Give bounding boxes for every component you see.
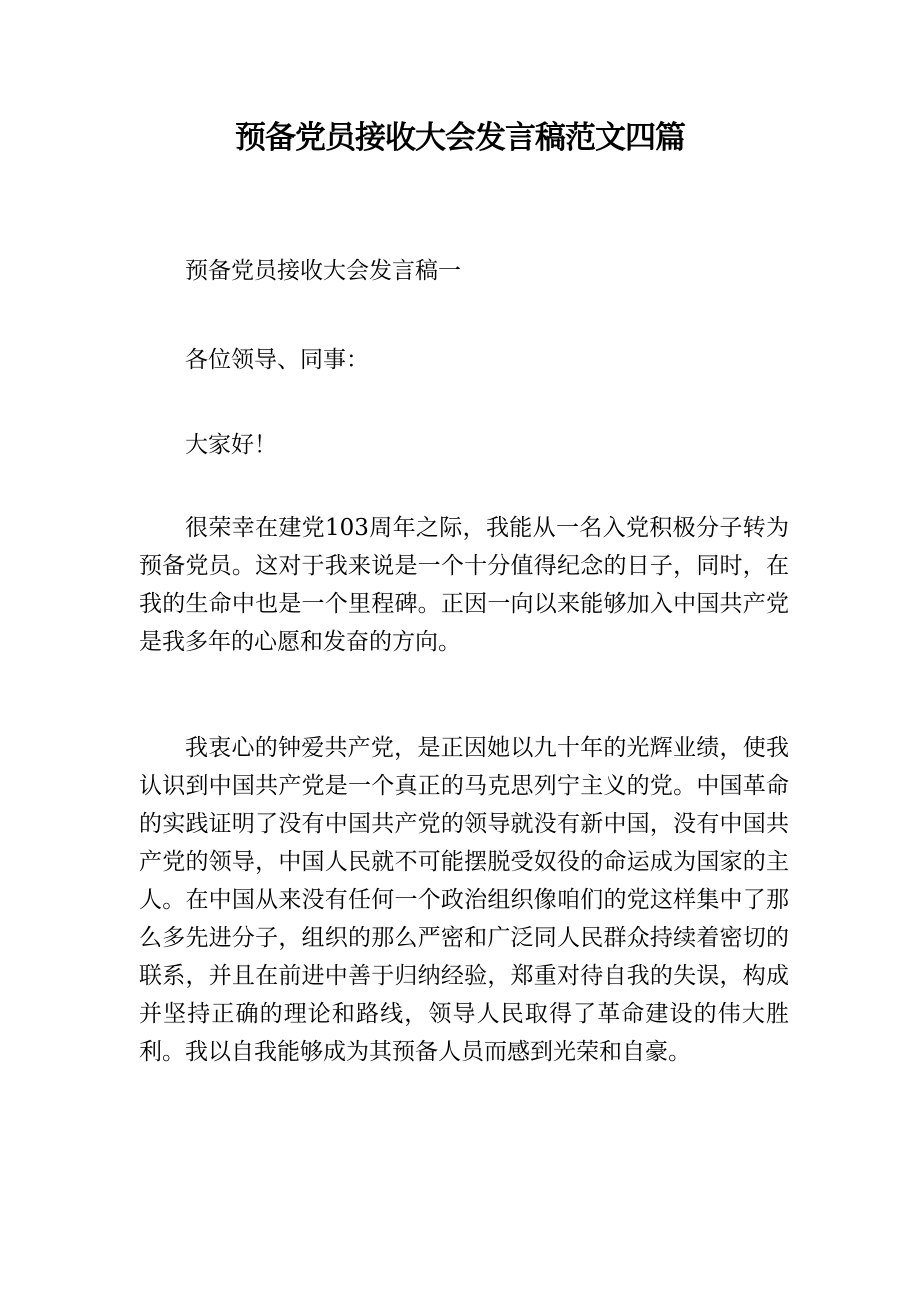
body-paragraph: 我衷心的钟爱共产党，是正因她以九十年的光辉业绩，使我认识到中国共产党是一个真正的马克思列宁主义的党。中国革命的实践证明了没有中国共产党的领导就没有新中国，没有中国共产党的领导，中国人民就不可能摆脱受奴役的命运成为国家的主人。在中国从来没有任何一个政治组织像咱们的党这样集中了那么多先进分子，组织的那么严密和广泛同人民群众持续着密切的联系，并且在前进中善于归纳经验，郑重对待自我的失误，构成并坚持正确的理论和路线，领导人民取得了革命建设的伟大胜利。我以自我能够成为其预备人员而感到光荣和自豪。 <box>139 735 789 1065</box>
section-heading: 预备党员接收大会发言稿一 <box>185 258 461 284</box>
document-title: 预备党员接收大会发言稿范文四篇 <box>235 120 685 156</box>
salutation: 各位领导、同事： <box>185 347 369 373</box>
body-paragraph: 很荣幸在建党103周年之际，我能从一名入党积极分子转为预备党员。这对于我来说是一个十分值得纪念的日子，同时，在我的生命中也是一个里程碑。正因一向以来能够加入中国共产党是我多年的心愿和发奋的方向。 <box>139 515 789 655</box>
greeting: 大家好！ <box>185 432 277 458</box>
